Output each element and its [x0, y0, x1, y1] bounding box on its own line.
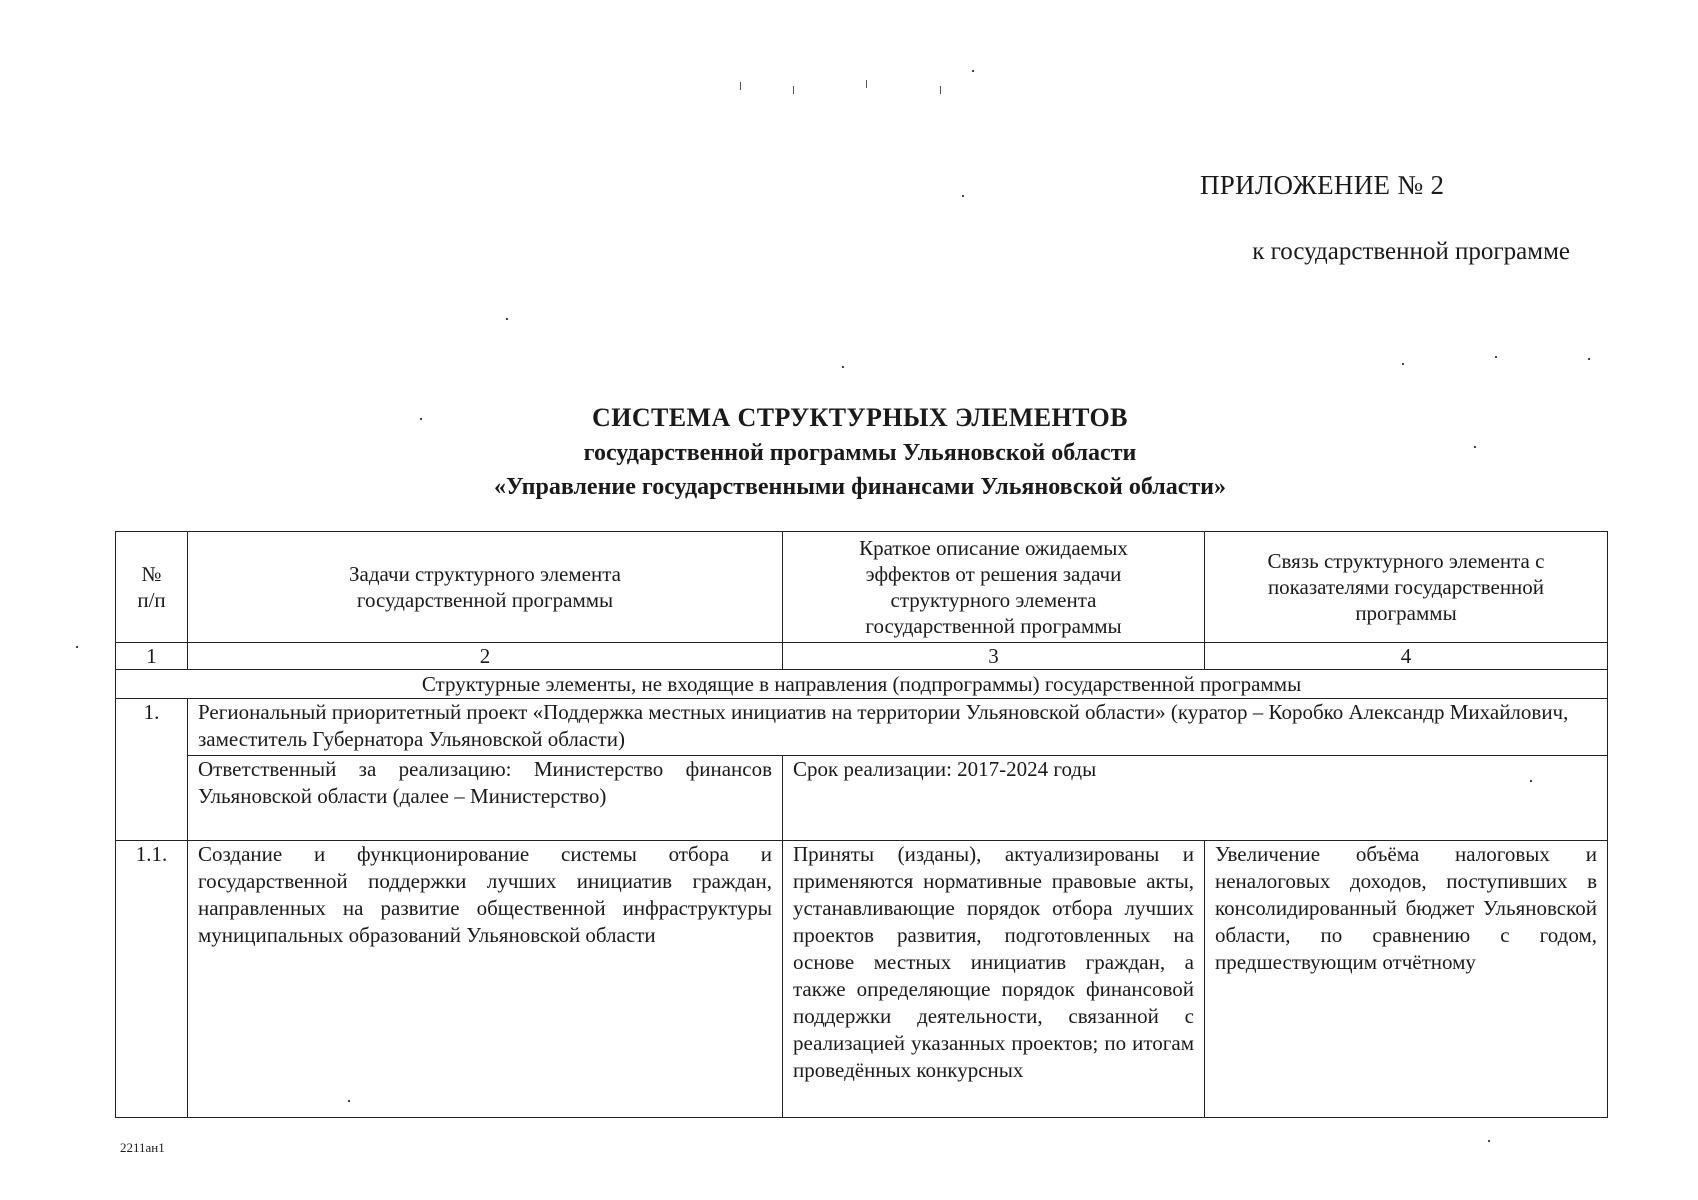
row-task: Создание и функционирование системы отбора и государственной поддержки лучших инициатив граждан, направленных на развитие общественной инфраструктуры муниципальных образований Ульяновской области [188, 841, 783, 1118]
scan-speck [1488, 1140, 1490, 1142]
header-tasks: Задачи структурного элемента государственной программы [188, 532, 783, 643]
row-number: 1.1. [116, 841, 188, 1118]
structural-elements-table [115, 531, 1608, 1118]
scan-mark [793, 86, 794, 94]
project-meta-row [116, 756, 1608, 841]
header-indicators: Связь структурного элемента с показателями государственной программы [1205, 532, 1608, 643]
scan-speck [76, 646, 78, 648]
document-heading [120, 400, 1600, 504]
appendix-title: ПРИЛОЖЕНИЕ № 2 [1200, 170, 1445, 200]
project-title: Региональный приоритетный проект «Поддержка местных инициатив на территории Ульяновской области» (куратор – Коробко Александр Михайлович, заместитель Губернатора Ульяновской области) [188, 699, 1608, 756]
header-effects: Краткое описание ожидаемых эффектов от решения задачи структурного элемента государственной программы [783, 532, 1205, 643]
heading-line-3: «Управление государственными финансами Ульяновской области» [494, 474, 1226, 500]
table-row [116, 841, 1608, 1118]
scan-speck [1402, 363, 1404, 365]
column-number-row [116, 643, 1608, 670]
column-number: 3 [783, 643, 1205, 670]
scan-speck [962, 195, 964, 197]
scan-mark [740, 82, 741, 90]
scan-speck [972, 70, 974, 72]
column-number: 1 [116, 643, 188, 670]
heading-line-2: государственной программы Ульяновской области [583, 440, 1137, 466]
scan-mark [866, 80, 867, 88]
scan-speck [506, 318, 508, 320]
scan-mark [940, 86, 941, 94]
project-responsible: Ответственный за реализацию: Министерство финансов Ульяновской области (далее – Министерство) [188, 756, 783, 841]
scan-speck [1588, 358, 1590, 360]
column-number: 4 [1205, 643, 1608, 670]
column-number: 2 [188, 643, 783, 670]
row-effects: Приняты (изданы), актуализированы и применяются нормативные правовые акты, устанавливающие порядок отбора лучших проектов развития, подготовленных на основе местных инициатив граждан, а также определяющие порядок финансовой поддержки деятельности, связанной с реализацией указанных проектов; по итогам проведённых конкурсных [783, 841, 1205, 1118]
project-term: Срок реализации: 2017-2024 годы [783, 756, 1608, 841]
project-number: 1. [116, 699, 188, 841]
scan-speck [842, 366, 844, 368]
appendix-subtitle: к государственной программе [1252, 238, 1570, 265]
section-row [116, 670, 1608, 699]
heading-line-1: СИСТЕМА СТРУКТУРНЫХ ЭЛЕМЕНТОВ [592, 403, 1128, 432]
scan-speck [1495, 356, 1497, 358]
table-header-row [116, 532, 1608, 643]
header-number: № п/п [116, 532, 188, 643]
section-title: Структурные элементы, не входящие в направления (подпрограммы) государственной программы [116, 670, 1608, 699]
project-row [116, 699, 1608, 756]
row-indicators: Увеличение объёма налоговых и неналоговых доходов, поступивших в консолидированный бюджет Ульяновской области, по сравнению с годом, предшествующим отчётному [1205, 841, 1608, 1118]
page-code: 2211ан1 [120, 1140, 165, 1155]
